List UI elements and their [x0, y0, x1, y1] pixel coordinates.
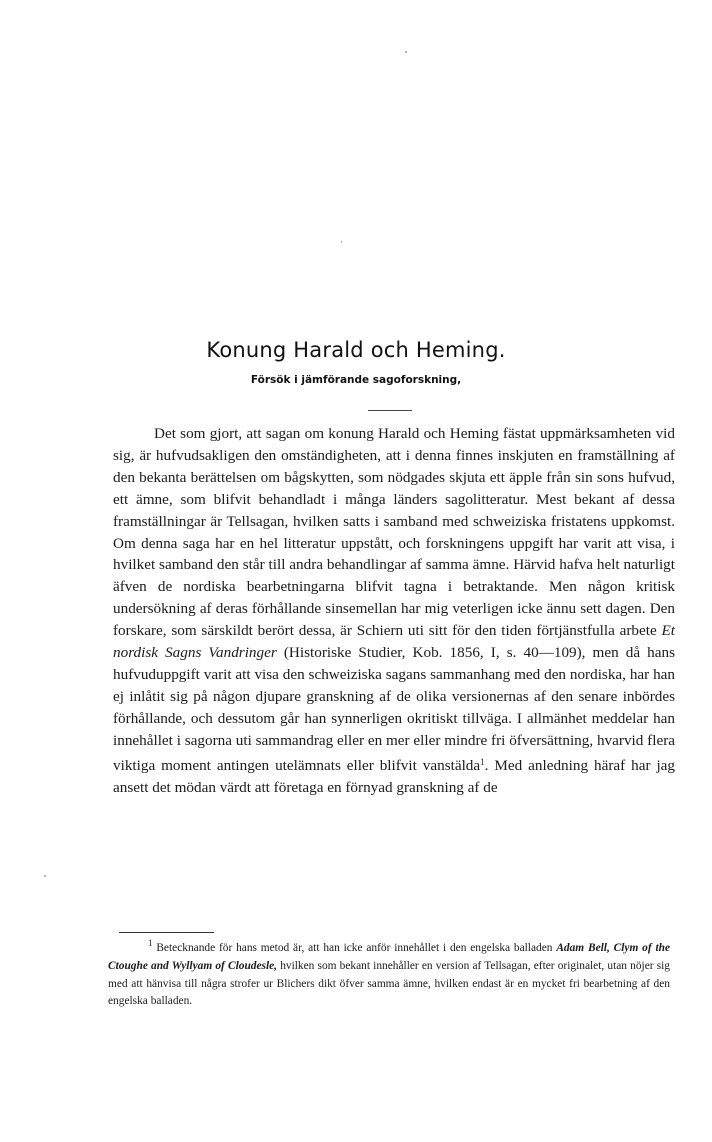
cited-ballad-title: Adam Bell, Clym of the Ctoughe and Wyllyam of Cloudesle, — [108, 942, 670, 972]
body-text-part: Det som gjort, att sagan om konung Harald och Heming fästat uppmärksamheten vid sig, är hufvudsakligen den omständigheten, att i denna finnes inskjuten en framställning af den bekanta berättelsen om bågskytten, som nödgades skjuta ett äpple från sin sons hufvud, ett ämne, som blifvit behandladt i många länders sagolitteratur. Mest bekant af dessa framställningar är Tellsagan, hvilken satts i samband med schweiziska fristatens uppkomst. Om denna saga har en hel litteratur uppstått, och forskningens uppgift har varit att visa, i hvilket samband den står till andra behandlingar af samma ämne. Härvid hafva helt naturligt äfven de nordiska bearbetningarna blifvit tagna i betraktande. Men någon kritisk undersökning af deras förhållande sinsemellan har mig veterligen icke ännu sett dagen. Den forskare, som särskildt berört dessa, är Schiern uti sitt för den tiden förtjänstfulla arbete — [113, 425, 675, 640]
cited-work-title: Et nordisk Sagns Vandringer — [113, 622, 676, 662]
body-text-part: . Med anledning häraf har jag ansett det mödan värdt att företaga en förnyad granskning af de — [113, 756, 675, 796]
title-divider — [368, 410, 412, 411]
page-title: Konung Harald och Heming. — [206, 338, 506, 362]
body-paragraph — [113, 423, 675, 798]
footnote-divider — [119, 932, 214, 933]
footnote-text-part: Betecknande för hans metod är, att han icke anför innehållet i den engelska balladen — [152, 942, 553, 954]
footnote-marker: 1 — [148, 938, 153, 948]
footnote-paragraph — [108, 935, 670, 1011]
scan-speck — [341, 241, 342, 243]
footnote-reference: 1 — [480, 756, 485, 767]
footnote — [108, 935, 670, 1011]
scan-speck — [44, 875, 46, 877]
page-subtitle: Försök i jämförande sagoforskning, — [250, 374, 462, 386]
footnote-text-part: hvilken som bekant innehåller en version af Tellsagan, efter originalet, utan nöjer sig med att hänvisa till några strofer ur Blichers dikt öfver samma ämne, hvilken endast är en mycket fri bearbetning af den engelska balladen. — [108, 959, 671, 1008]
body-text — [113, 423, 675, 798]
body-text-part: (Historiske Studier, Kob. 1856, I, s. 40—109), men då hans hufvuduppgift varit att visa den schweiziska sagans sammanhang med den nordiska, har han ej inlåtit sig på någon djupare granskning af de olika versionernas af den senare inbördes förhållande, och dessutom går han synnerligen okritiskt tillväga. I allmänhet meddelar han innehållet i sagorna uti sammandrag eller en mer eller mindre fri öfversättning, hvarvid flera viktiga moment antingen utelämnats eller blifvit vanstälda — [113, 644, 675, 774]
scan-speck — [405, 51, 407, 53]
